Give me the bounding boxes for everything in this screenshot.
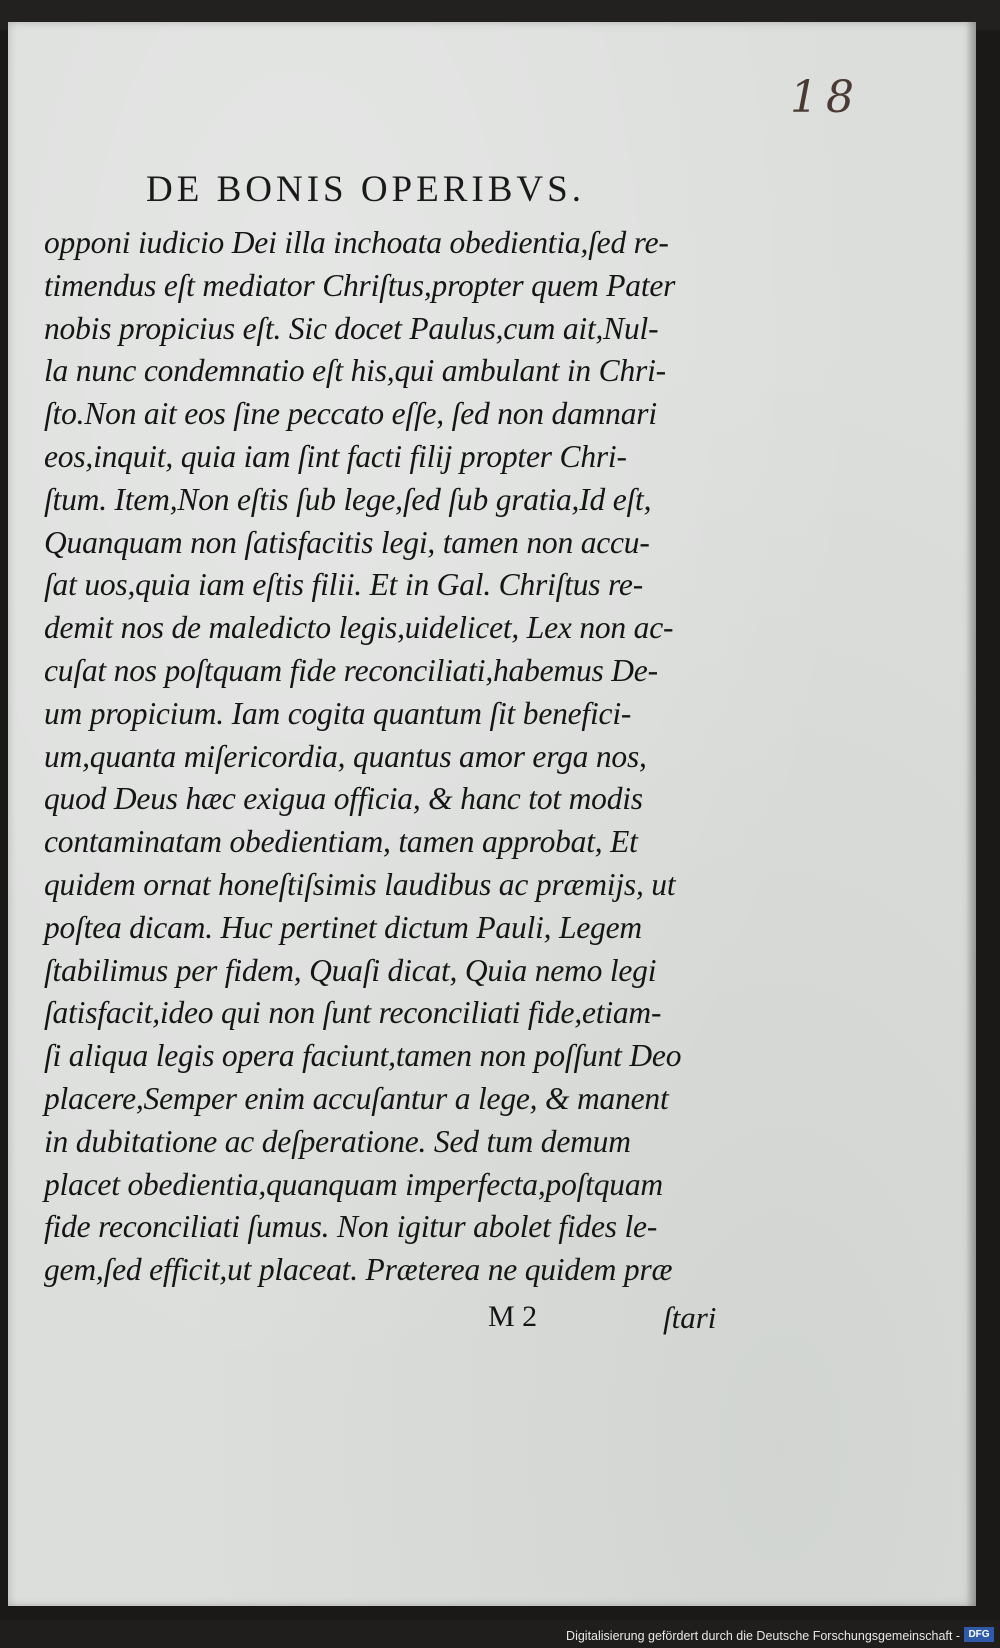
text-line: poſtea dicam. Huc pertinet dictum Pauli, Legem xyxy=(44,909,642,945)
funding-credit: Digitalisierung gefördert durch die Deutsche Forschungsgemeinschaft - xyxy=(566,1629,960,1643)
text-line: eos,inquit, quia iam ſint facti filij propter Chri- xyxy=(44,438,627,474)
text-line: contaminatam obedientiam, tamen approbat, Et xyxy=(44,824,638,860)
text-line: ſtum. Item,Non eſtis ſub lege,ſed ſub gratia,Id eſt, xyxy=(44,481,652,517)
dfg-logo: DFG xyxy=(964,1627,994,1642)
text-line: in dubitatione ac deſperatione. Sed tum demum xyxy=(44,1123,631,1159)
text-line: opponi iudicio Dei illa inchoata obedientia,ſed re- xyxy=(44,225,669,260)
folio-number: 18 xyxy=(790,72,862,123)
page-edge-shadow xyxy=(966,22,976,1606)
footer-bar xyxy=(0,1620,1000,1648)
text-line: placere,Semper enim accuſantur a lege, & manent xyxy=(44,1080,669,1116)
text-line: um propicium. Iam cogita quantum ſit benefici- xyxy=(44,695,632,731)
text-line: nobis propicius eſt. Sic docet Paulus,cum ait,Nul- xyxy=(44,310,659,346)
body-text xyxy=(44,222,744,1292)
text-line: um,quanta miſericordia, quantus amor erga nos, xyxy=(44,738,647,774)
text-line: ſtabilimus per fidem, Quaſi dicat, Quia nemo legi xyxy=(44,952,657,988)
running-head: DE BONIS OPERIBVS. xyxy=(146,169,585,210)
text-line: Quanquam non ſatisfacitis legi, tamen non accu- xyxy=(44,524,650,560)
book-page xyxy=(8,22,976,1606)
text-line: ſi aliqua legis opera faciunt,tamen non poſſunt Deo xyxy=(44,1038,682,1074)
text-line: demit nos de maledicto legis,uidelicet, Lex non ac- xyxy=(44,610,674,646)
text-line: ſat uos,quia iam eſtis filii. Et in Gal. Chriſtus re- xyxy=(44,567,644,603)
text-line: cuſat nos poſtquam fide reconciliati,habemus De- xyxy=(44,652,658,688)
text-line: quidem ornat honeſtiſsimis laudibus ac præmijs, ut xyxy=(44,866,676,902)
signature-mark: M 2 xyxy=(488,1300,538,1333)
text-line: fide reconciliati ſumus. Non igitur abolet fides le- xyxy=(44,1209,658,1245)
catchword: ſtari xyxy=(663,1300,717,1335)
text-line: ſto.Non ait eos ſine peccato eſſe, ſed non damnari xyxy=(44,396,657,432)
text-line: ſatisfacit,ideo qui non ſunt reconciliati fide,etiam- xyxy=(44,995,662,1031)
text-line: gem,ſed efficit,ut placeat. Præterea ne quidem præ xyxy=(44,1252,673,1288)
text-line: quod Deus hæc exigua officia, & hanc tot modis xyxy=(44,781,643,817)
text-line: timendus eſt mediator Chriſtus,propter quem Pater xyxy=(44,267,676,303)
text-line: la nunc condemnatio eſt his,qui ambulant in Chri- xyxy=(44,353,666,389)
text-line: placet obedientia,quanquam imperfecta,poſtquam xyxy=(44,1166,663,1202)
